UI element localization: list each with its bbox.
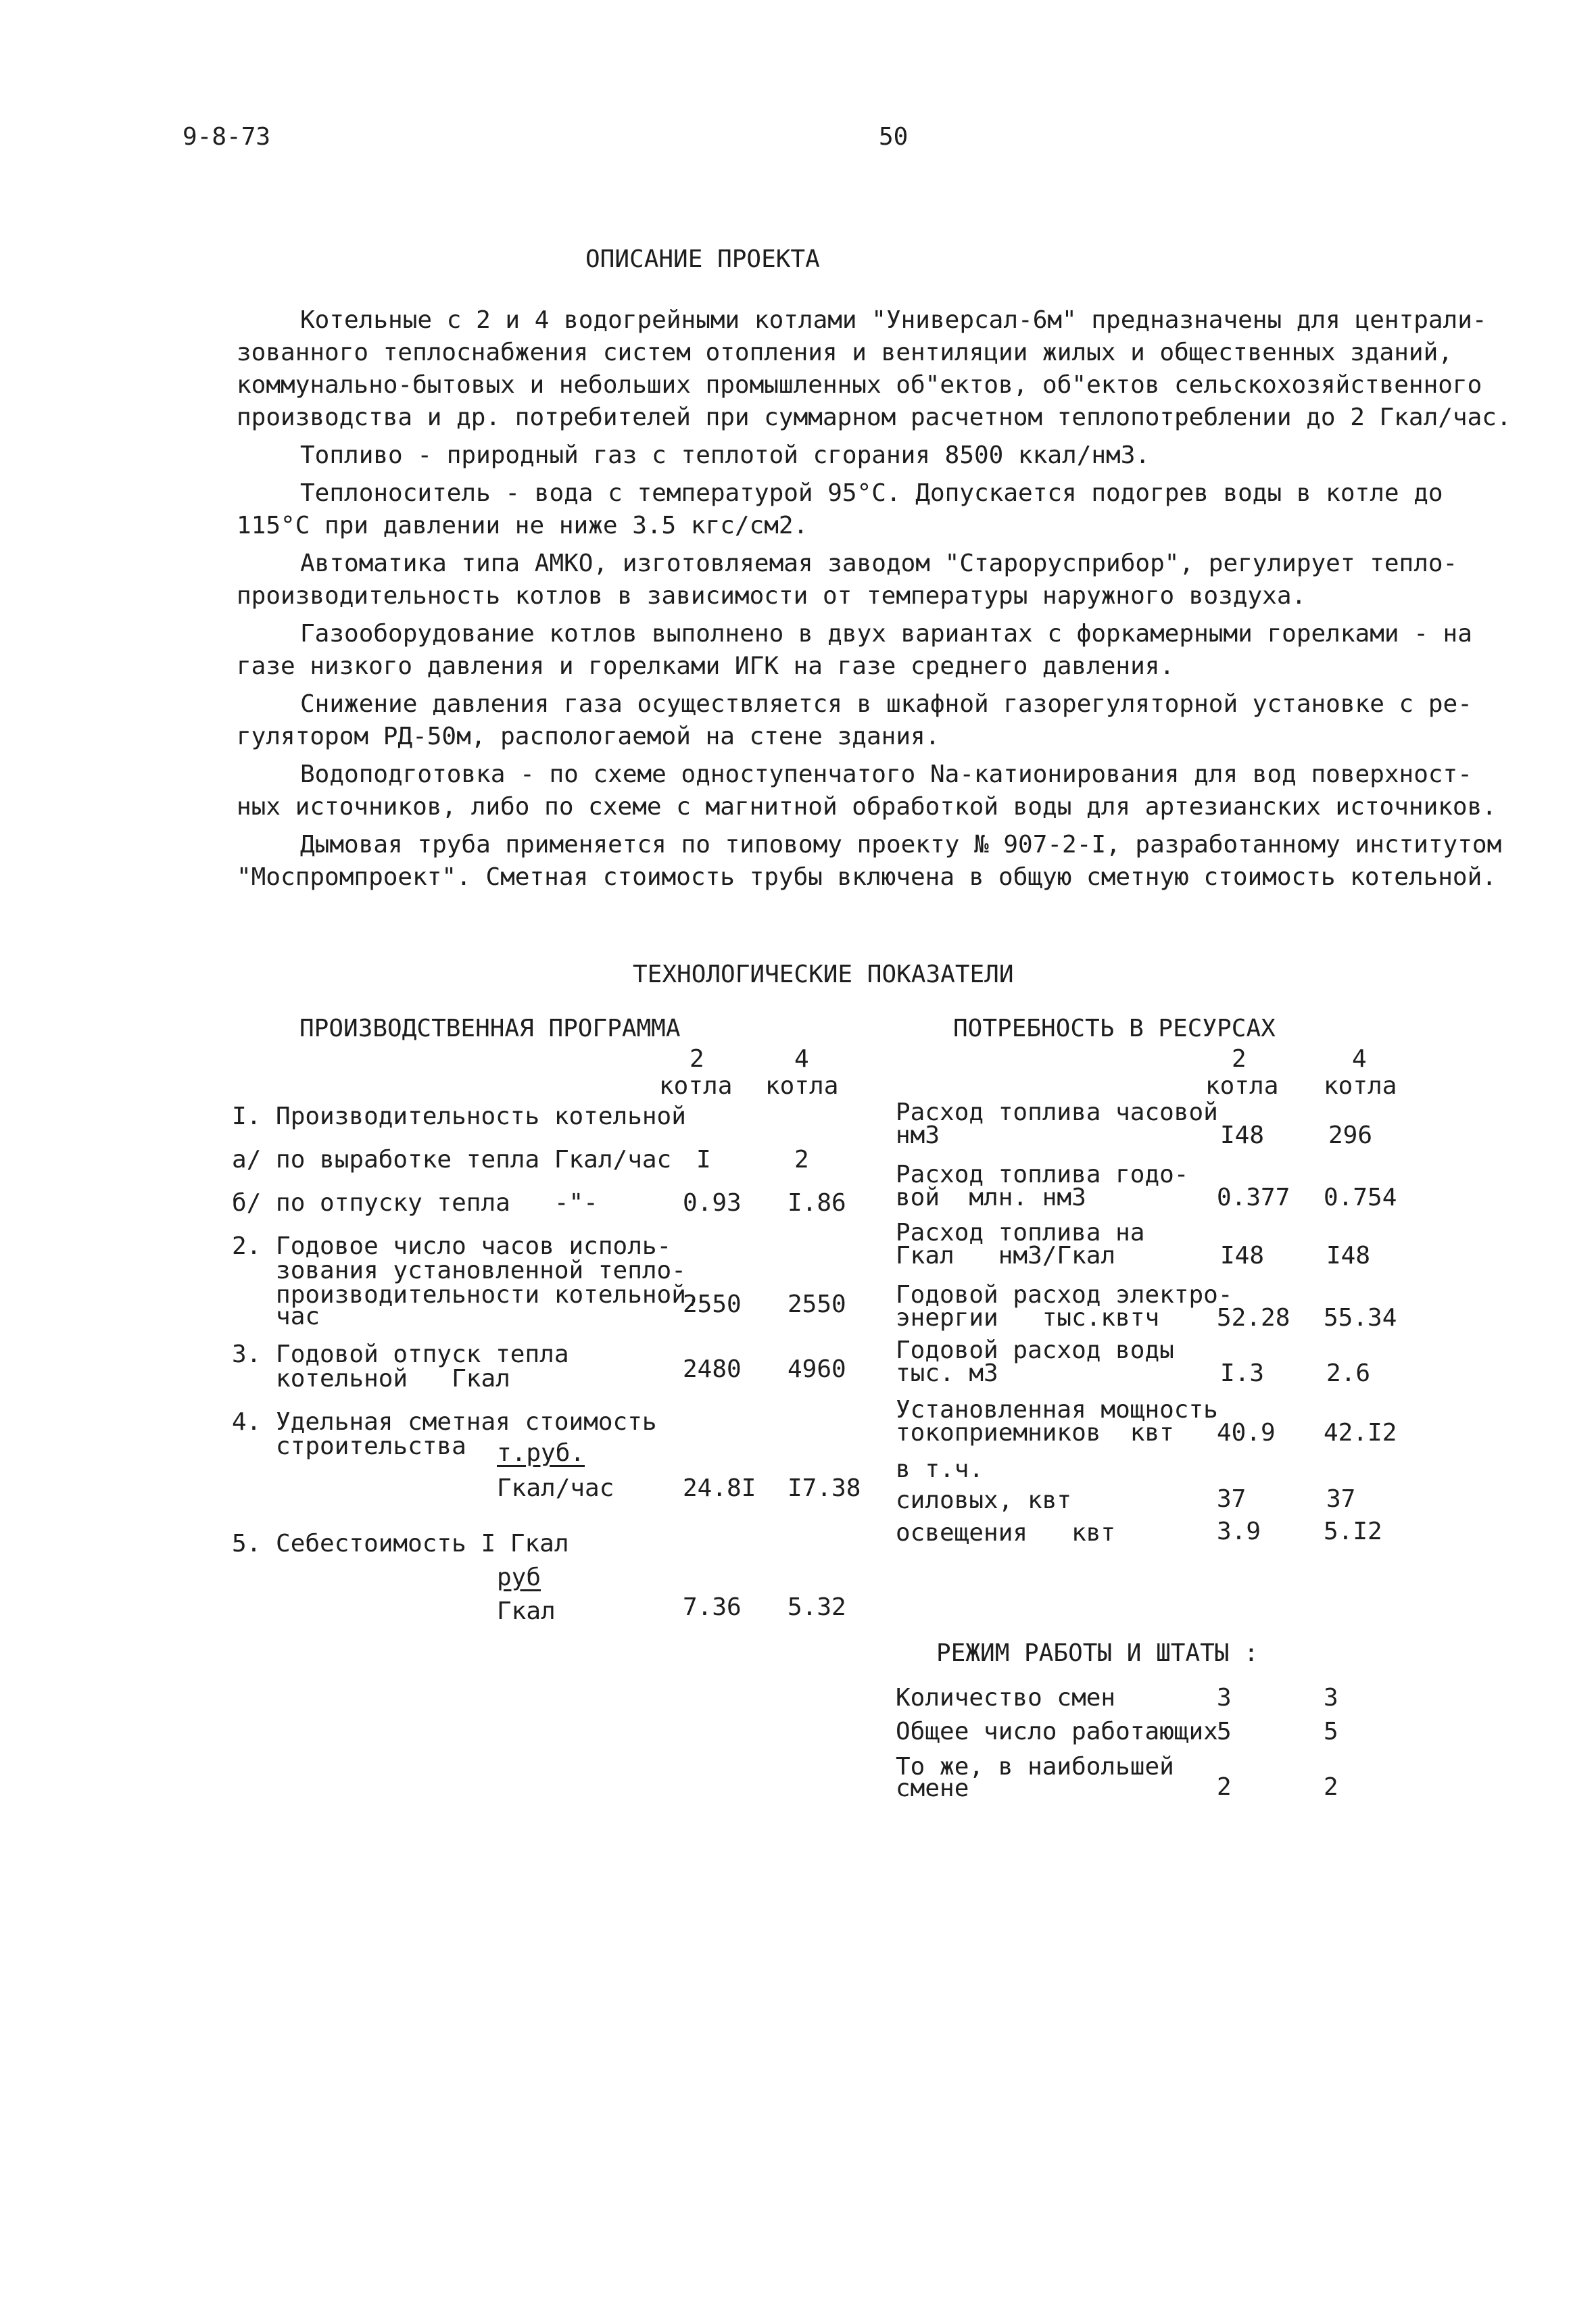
description-line: Теплоноситель - вода с температурой 95°С. Допускается подогрев воды в котле до bbox=[300, 479, 1443, 507]
res-fuel-per-gcal-line-1: Расход топлива на bbox=[896, 1219, 1145, 1247]
prod-row-1a-v2: I bbox=[696, 1146, 711, 1174]
res-electricity-line-2: энергии тыс.квтч bbox=[896, 1304, 1160, 1332]
page-number: 50 bbox=[879, 123, 909, 151]
res-power-v4: 42.I2 bbox=[1324, 1419, 1397, 1447]
res-power-lighting-label: освещения квт bbox=[896, 1519, 1116, 1547]
col-2-unit: котла bbox=[659, 1072, 733, 1100]
doc-code: 9-8-73 bbox=[183, 123, 271, 151]
prod-row-4-v4: I7.38 bbox=[788, 1474, 861, 1502]
prod-row-1a-label: а/ по выработке тепла Гкал/час bbox=[232, 1146, 672, 1174]
prod-row-1-label: I. Производительность котельной bbox=[232, 1103, 686, 1130]
prod-row-4-unit-bottom: Гкал/час bbox=[497, 1474, 614, 1502]
prod-row-2-line-2: зования установленной тепло- bbox=[232, 1257, 686, 1284]
description-line: Котельные с 2 и 4 водогрейными котлами "Универсал-6м" предназначены для централи- bbox=[300, 306, 1487, 334]
res-fuel-annual-v2: 0.377 bbox=[1217, 1184, 1290, 1211]
description-line: Дымовая труба применяется по типовому проекту № 907-2-I, разработанному институтом bbox=[300, 831, 1502, 859]
col-4-unit: котла bbox=[765, 1072, 839, 1100]
res-col-2-unit: котла bbox=[1205, 1072, 1279, 1100]
description-line: гулятором РД-50м, распологаемой на стене здания. bbox=[237, 723, 940, 750]
staff-total-v4: 5 bbox=[1324, 1718, 1338, 1745]
col-2-num: 2 bbox=[690, 1045, 704, 1073]
res-water-line-1: Годовой расход воды bbox=[896, 1336, 1174, 1364]
staff-max-shift-v2: 2 bbox=[1217, 1773, 1232, 1801]
res-power-including: в т.ч. bbox=[896, 1455, 984, 1483]
res-fuel-annual-line-2: вой млн. нм3 bbox=[896, 1184, 1086, 1211]
res-fuel-per-gcal-v2: I48 bbox=[1220, 1242, 1265, 1270]
res-col-2-num: 2 bbox=[1232, 1045, 1247, 1073]
staff-total-label: Общее число работающих bbox=[896, 1718, 1218, 1745]
description-line: Топливо - природный газ с теплотой сгорания 8500 ккал/нм3. bbox=[300, 441, 1151, 469]
prod-row-4-line-1: 4. Удельная сметная стоимость bbox=[232, 1408, 657, 1436]
prod-row-3-line-2: котельной Гкал bbox=[232, 1365, 510, 1393]
res-power-line-1: Установленная мощность bbox=[896, 1396, 1218, 1424]
prod-row-3-line-1: 3. Годовой отпуск тепла bbox=[232, 1341, 569, 1368]
prod-row-2-line-1: 2. Годовое число часов исполь- bbox=[232, 1232, 672, 1260]
prod-row-2-line-4: час bbox=[232, 1303, 320, 1330]
prod-row-4-line-2: строительства bbox=[232, 1432, 466, 1460]
staff-max-shift-line-1: То же, в наибольшей bbox=[896, 1753, 1174, 1781]
res-electricity-v2: 52.28 bbox=[1217, 1304, 1290, 1332]
staff-max-shift-line-2: смене bbox=[896, 1775, 969, 1802]
res-fuel-hourly-line-1: Расход топлива часовой bbox=[896, 1099, 1218, 1126]
res-fuel-hourly-line-2: нм3 bbox=[896, 1121, 940, 1149]
res-power-motor-v2: 37 bbox=[1217, 1485, 1247, 1513]
res-power-lighting-v4: 5.I2 bbox=[1324, 1518, 1382, 1545]
tech-title: ТЕХНОЛОГИЧЕСКИЕ ПОКАЗАТЕЛИ bbox=[633, 961, 1014, 988]
res-fuel-annual-line-1: Расход топлива годо- bbox=[896, 1161, 1189, 1188]
prod-row-5-v4: 5.32 bbox=[788, 1593, 846, 1621]
res-power-lighting-v2: 3.9 bbox=[1217, 1518, 1261, 1545]
prod-row-3-v2: 2480 bbox=[683, 1355, 742, 1383]
prod-row-2-line-3: производительности котельной, bbox=[232, 1281, 701, 1309]
description-line: Водоподготовка - по схеме одноступенчатого Na-катионирования для вод поверхност- bbox=[300, 761, 1472, 788]
res-water-v2: I.3 bbox=[1220, 1359, 1265, 1387]
prod-row-4-v2: 24.8I bbox=[683, 1474, 756, 1502]
res-fuel-per-gcal-v4: I48 bbox=[1326, 1242, 1371, 1270]
description-line: ных источников, либо по схеме с магнитной обработкой воды для артезианских источников. bbox=[237, 793, 1497, 821]
prod-row-2-v4: 2550 bbox=[788, 1290, 846, 1318]
description-line: производительность котлов в зависимости от температуры наружного воздуха. bbox=[237, 582, 1307, 610]
prod-row-5-unit-bottom: Гкал bbox=[497, 1597, 556, 1625]
staff-total-v2: 5 bbox=[1217, 1718, 1232, 1745]
res-fuel-hourly-v2: I48 bbox=[1220, 1121, 1265, 1149]
description-line: газе низкого давления и горелками ИГК на газе среднего давления. bbox=[237, 652, 1175, 680]
description-line: зованного теплоснабжения систем отопления и вентиляции жилых и общественных зданий, bbox=[237, 339, 1453, 366]
description-line: "Моспромпроект". Сметная стоимость трубы включена в общую сметную стоимость котельной. bbox=[237, 863, 1497, 891]
prod-row-1a-v4: 2 bbox=[794, 1146, 809, 1174]
prod-row-5-unit-top: руб bbox=[497, 1564, 541, 1591]
res-fuel-annual-v4: 0.754 bbox=[1324, 1184, 1397, 1211]
resources-title: ПОТРЕБНОСТЬ В РЕСУРСАХ bbox=[953, 1015, 1276, 1042]
res-fuel-per-gcal-line-2: Гкал нм3/Гкал bbox=[896, 1242, 1116, 1270]
staff-shifts-v2: 3 bbox=[1217, 1684, 1232, 1712]
prod-row-5-v2: 7.36 bbox=[683, 1593, 742, 1621]
res-water-v4: 2.6 bbox=[1326, 1359, 1371, 1387]
description-line: Газооборудование котлов выполнено в двух вариантах с форкамерными горелками - на bbox=[300, 620, 1472, 648]
prod-row-5-label: 5. Себестоимость I Гкал bbox=[232, 1530, 569, 1558]
res-power-v2: 40.9 bbox=[1217, 1419, 1276, 1447]
col-4-num: 4 bbox=[794, 1045, 809, 1073]
res-col-4-unit: котла bbox=[1324, 1072, 1397, 1100]
prod-row-1b-label: б/ по отпуску тепла -"- bbox=[232, 1189, 598, 1217]
res-water-line-2: тыс. м3 bbox=[896, 1359, 998, 1387]
staff-shifts-label: Количество смен bbox=[896, 1684, 1116, 1712]
staff-shifts-v4: 3 bbox=[1324, 1684, 1338, 1712]
res-power-motor-label: силовых, квт bbox=[896, 1487, 1072, 1514]
description-title: ОПИСАНИЕ ПРОЕКТА bbox=[585, 245, 820, 273]
prod-row-3-v4: 4960 bbox=[788, 1355, 846, 1383]
description-line: производства и др. потребителей при суммарном расчетном теплопотреблении до 2 Гкал/час. bbox=[237, 404, 1512, 431]
res-power-motor-v4: 37 bbox=[1326, 1485, 1356, 1513]
production-title: ПРОИЗВОДСТВЕННАЯ ПРОГРАММА bbox=[299, 1015, 681, 1042]
staff-max-shift-v4: 2 bbox=[1324, 1773, 1338, 1801]
res-electricity-v4: 55.34 bbox=[1324, 1304, 1397, 1332]
staff-title: РЕЖИМ РАБОТЫ И ШТАТЫ : bbox=[936, 1639, 1259, 1667]
prod-row-4-unit-top: т.руб. bbox=[497, 1439, 585, 1467]
prod-row-2-v2: 2550 bbox=[683, 1290, 742, 1318]
res-electricity-line-1: Годовой расход электро- bbox=[896, 1281, 1233, 1309]
res-fuel-hourly-v4: 296 bbox=[1328, 1121, 1373, 1149]
description-line: 115°С при давлении не ниже 3.5 кгс/см2. bbox=[237, 512, 808, 539]
prod-row-1b-v2: 0.93 bbox=[683, 1189, 742, 1217]
res-power-line-2: токоприемников квт bbox=[896, 1419, 1174, 1447]
description-line: Снижение давления газа осуществляется в шкафной газорегуляторной установке с ре- bbox=[300, 690, 1472, 718]
res-col-4-num: 4 bbox=[1352, 1045, 1367, 1073]
description-line: Автоматика типа АМКО, изготовляемая заводом "Старорусприбор", регулирует тепло- bbox=[300, 550, 1458, 577]
description-line: коммунально-бытовых и небольших промышленных об"ектов, об"ектов сельскохозяйственного bbox=[237, 371, 1482, 399]
prod-row-1b-v4: I.86 bbox=[788, 1189, 846, 1217]
